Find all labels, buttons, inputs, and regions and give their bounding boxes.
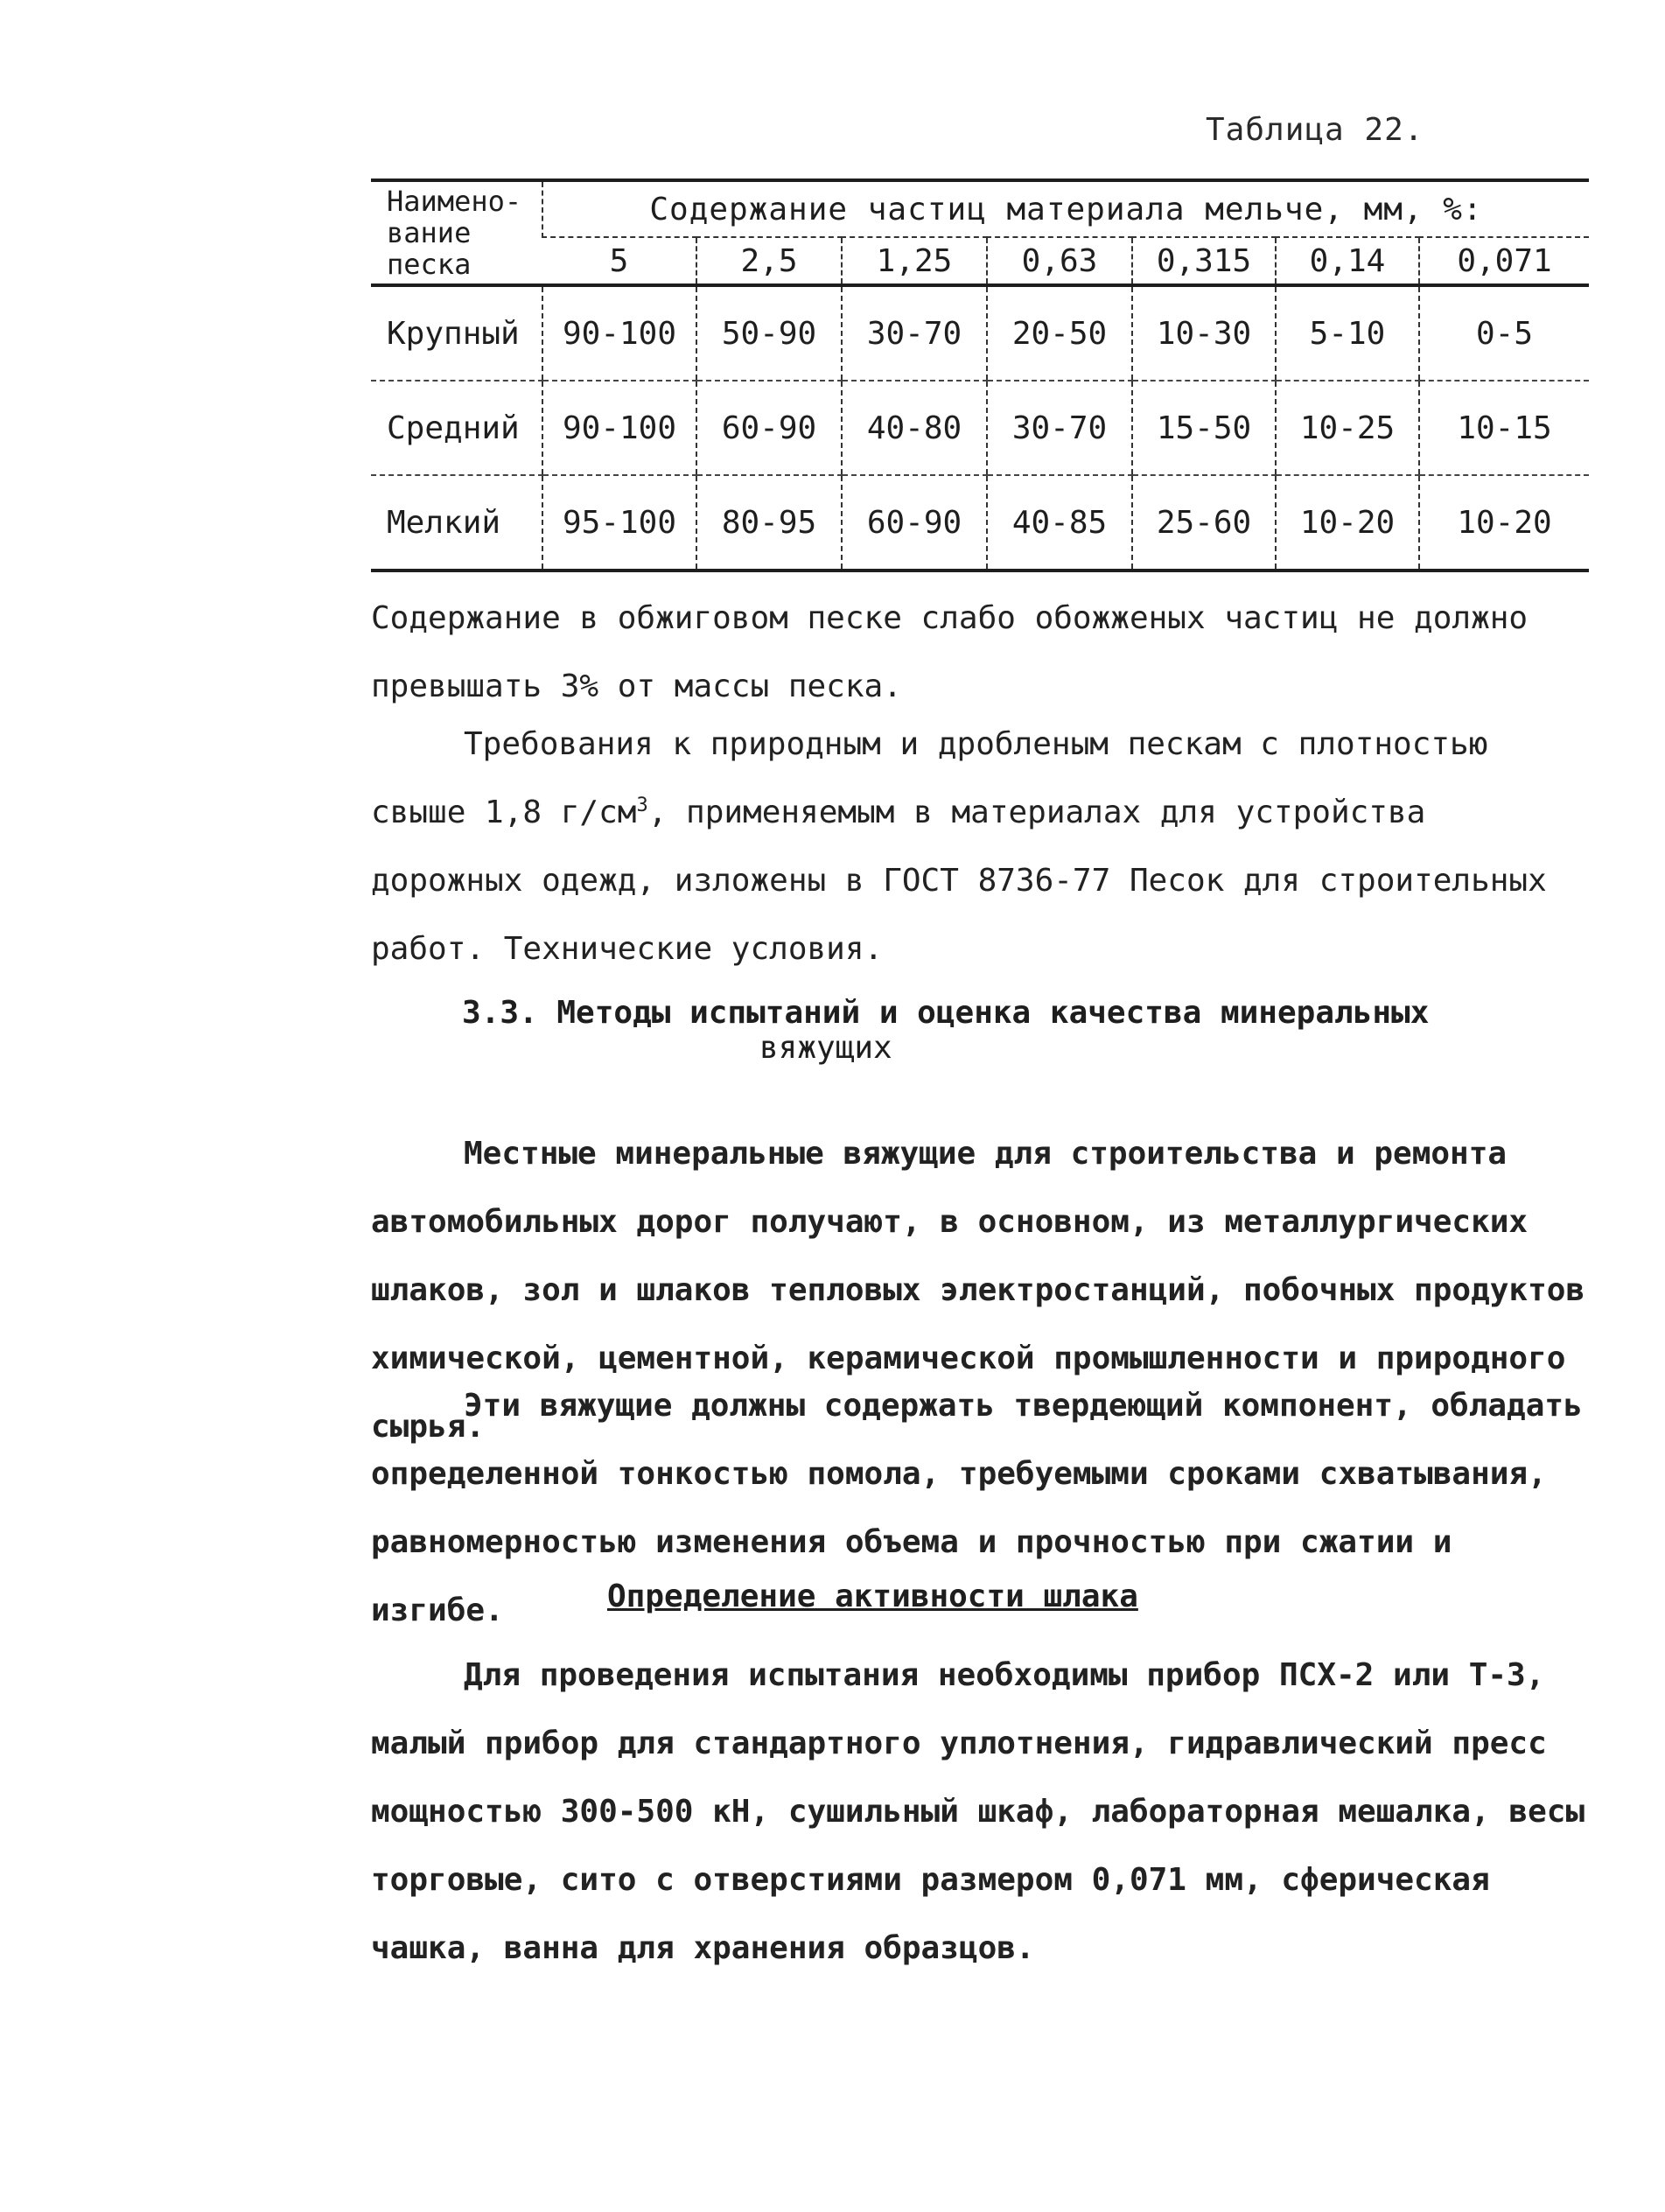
name-column-header	[371, 180, 542, 285]
paragraph-local-binders: Местные минеральные вяжущие для строительства и ремонта автомобильных дорог получают, в основном, из металлургических шлаков, зол и шлаков тепловых электростанций, побочных продуктов химической, цементной, керамической промышленности и природного сырья.	[371, 1136, 1585, 1445]
sieve-size-header: 5	[542, 237, 696, 285]
name-header-line: Наимено-	[387, 185, 522, 218]
table-cell: 30-70	[842, 285, 987, 381]
table-cell: 5-10	[1276, 285, 1419, 381]
table-cell: 60-90	[696, 381, 842, 475]
table-cell: 90-100	[542, 381, 696, 475]
table-row	[371, 381, 1589, 475]
sand-type-cell: Мелкий	[371, 475, 542, 570]
table-cell: 50-90	[696, 285, 842, 381]
paragraph-binder-properties: Эти вяжущие должны содержать твердеющий компонент, обладать определенной тонкостью помола, требуемыми сроками схватывания, равномерностью изменения объема и прочностью при сжатии и изгибе.	[371, 1388, 1583, 1628]
name-header-line: вание	[387, 216, 472, 249]
sieve-size-header: 0,14	[1276, 237, 1419, 285]
paragraph-test-equipment: Для проведения испытания необходимы прибор ПСХ-2 или Т-3, малый прибор для стандартного уплотнения, гидравлический пресс мощностью 300-500 кН, сушильный шкаф, лабораторная мешалка, весы торговые, сито с отверстиями размером 0,071 мм, сферическая чашка, ванна для хранения образцов.	[371, 1657, 1585, 1966]
sieve-size-header: 0,315	[1132, 237, 1276, 285]
sieve-size-header: 0,63	[987, 237, 1132, 285]
sieve-size-header: 0,071	[1419, 237, 1589, 285]
table-cell: 10-20	[1276, 475, 1419, 570]
section-title-continuation: вяжущих	[759, 1030, 892, 1066]
table-cell: 10-15	[1419, 381, 1589, 475]
table-cell: 30-70	[987, 381, 1132, 475]
paragraph-text: , применяемым в материалах для устройства дорожных одежд, изложены в ГОСТ 8736-77 Песок для строительных работ. Технические условия.	[371, 794, 1547, 967]
table-cell: 10-25	[1276, 381, 1419, 475]
table-cell: 15-50	[1132, 381, 1276, 475]
table-cell: 40-80	[842, 381, 987, 475]
table-cell: 10-20	[1419, 475, 1589, 570]
sieve-size-header: 1,25	[842, 237, 987, 285]
section-heading	[462, 996, 1512, 1066]
particle-content-header: Содержание частиц материала мельче, мм, %:	[542, 180, 1589, 237]
paragraph-text: Требования к природным и дробленым пескам с плотностью свыше 1,8 г/см	[371, 726, 1488, 830]
table-cell: 10-30	[1132, 285, 1276, 381]
sand-type-cell: Крупный	[371, 285, 542, 381]
sand-grading-table-wrap	[371, 178, 1589, 572]
table-cell: 95-100	[542, 475, 696, 570]
table-cell: 0-5	[1419, 285, 1589, 381]
table-caption: Таблица 22.	[1206, 112, 1424, 148]
table-cell: 25-60	[1132, 475, 1276, 570]
superscript: 3	[636, 794, 648, 816]
table-cell: 90-100	[542, 285, 696, 381]
sand-type-cell: Средний	[371, 381, 542, 475]
sand-grading-table	[371, 178, 1589, 572]
table-cell: 40-85	[987, 475, 1132, 570]
paragraph-sand-requirements	[371, 710, 1589, 984]
table-cell: 20-50	[987, 285, 1132, 381]
table-cell: 60-90	[842, 475, 987, 570]
table-row	[371, 475, 1589, 570]
section-title: 3.3. Методы испытаний и оценка качества минеральных	[462, 995, 1430, 1031]
subheading-slag-activity: Определение активности шлака	[607, 1578, 1138, 1614]
sieve-size-header: 2,5	[696, 237, 842, 285]
table-cell: 80-95	[696, 475, 842, 570]
table-row	[371, 285, 1589, 381]
paragraph-burnt-sand: Содержание в обжиговом песке слабо обожженых частиц не должно превышать 3% от массы песка.	[371, 600, 1529, 704]
name-header-line: песка	[387, 248, 472, 281]
